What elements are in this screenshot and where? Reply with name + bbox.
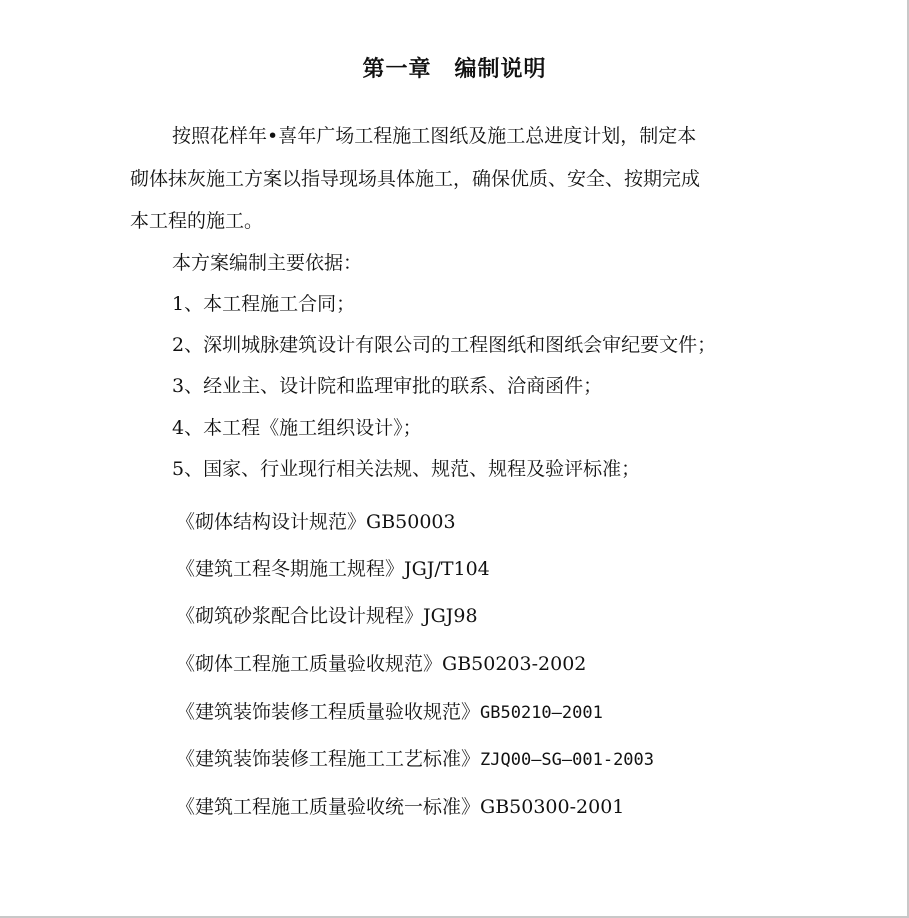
standard-code: GB50003	[366, 511, 456, 533]
standard-name: 《建筑工程冬期施工规程》	[176, 558, 405, 580]
standard-item	[176, 510, 456, 534]
standard-name: 《建筑工程施工质量验收统一标准》	[176, 796, 481, 818]
basis-item: 3、经业主、设计院和监理审批的联系、洽商函件；	[172, 375, 603, 397]
standard-item	[176, 652, 586, 676]
basis-item: 2、深圳城脉建筑设计有限公司的工程图纸和图纸会审纪要文件；	[172, 334, 717, 356]
basis-item: 1、本工程施工合同；	[172, 293, 356, 315]
standard-name: 《砌体工程施工质量验收规范》	[176, 653, 443, 675]
intro-line-2: 砌体抹灰施工方案以指导现场具体施工，确保优质、安全、按期完成	[130, 168, 701, 190]
standard-code: JGJ98	[423, 605, 478, 627]
standard-name: 《建筑装饰装修工程质量验收规范》	[176, 701, 481, 723]
standard-name: 《建筑装饰装修工程施工工艺标准》	[176, 748, 481, 770]
standard-name: 《砌筑砂浆配合比设计规程》	[176, 605, 424, 627]
standard-item	[176, 747, 654, 772]
standard-code: GB50300-2001	[480, 796, 625, 818]
chapter-title: 第一章 编制说明	[362, 57, 547, 82]
standard-code: ZJQ00—SG—001-2003	[480, 750, 655, 770]
standard-code: GB50203-2002	[442, 653, 587, 675]
basis-heading: 本方案编制主要依据：	[172, 252, 363, 274]
standard-code: JGJ/T104	[404, 558, 490, 580]
standard-code: GB50210—2001	[480, 703, 603, 723]
intro-line-1: 按照花样年•喜年广场工程施工图纸及施工总进度计划，制定本	[172, 125, 697, 147]
standard-item	[176, 795, 624, 819]
intro-line-3: 本工程的施工。	[130, 210, 264, 232]
standard-item	[176, 557, 490, 581]
standard-item	[176, 604, 478, 628]
standard-item	[176, 700, 603, 725]
basis-item: 5、国家、行业现行相关法规、规范、规程及验评标准；	[172, 458, 641, 480]
basis-item: 4、本工程《施工组织设计》；	[172, 417, 422, 439]
standard-name: 《砌体结构设计规范》	[176, 511, 367, 533]
